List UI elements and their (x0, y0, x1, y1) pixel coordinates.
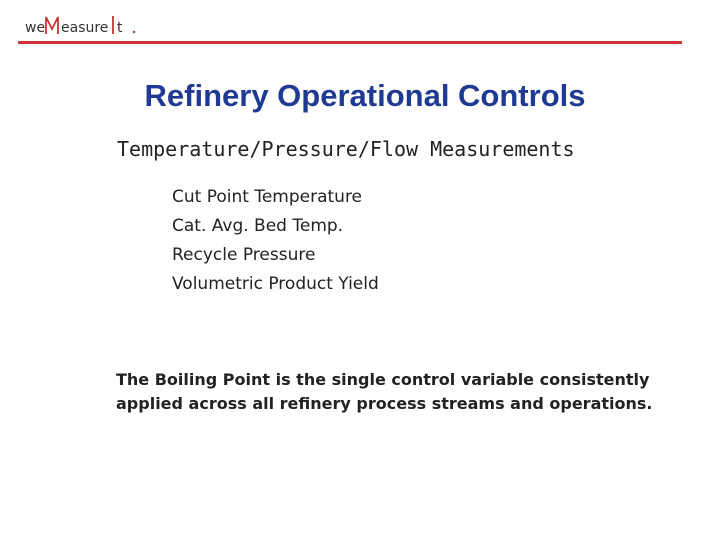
logo-m-mark (46, 17, 58, 34)
boiling-point-note: The Boiling Point is the single control variable consistently applied across all refinery process streams and operations. (116, 370, 653, 413)
list-item: Volumetric Product Yield (172, 274, 379, 294)
slide-title: Refinery Operational Controls (144, 78, 586, 113)
logo-text-easure: easure (61, 20, 109, 36)
logo-text-we: we (25, 20, 46, 36)
slide-subtitle: Temperature/Pressure/Flow Measurements (117, 137, 575, 161)
logo-text-t: t (117, 20, 123, 36)
list-item: Cut Point Temperature (172, 187, 363, 207)
logo-dot (133, 31, 135, 33)
wemeasureit-logo (22, 12, 142, 38)
measurement-list (172, 183, 379, 299)
header-rule (18, 41, 682, 44)
list-item: Recycle Pressure (172, 245, 316, 265)
list-item: Cat. Avg. Bed Temp. (172, 216, 344, 236)
